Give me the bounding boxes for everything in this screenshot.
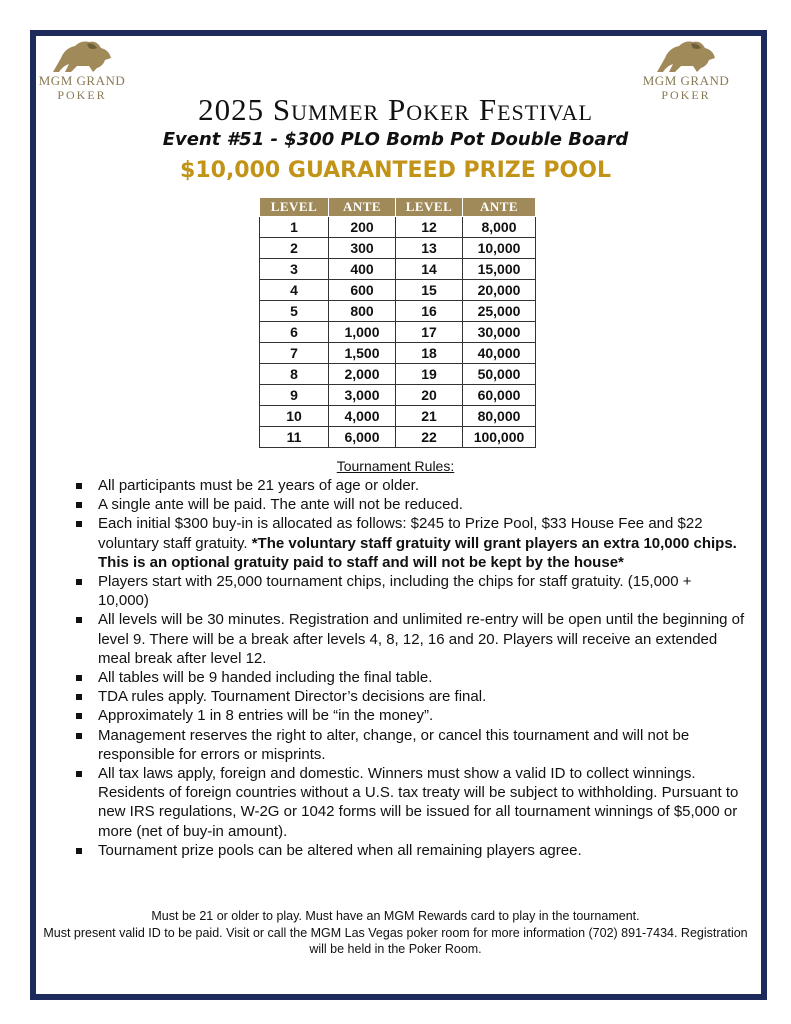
- ante-cell: 600: [329, 280, 396, 301]
- table-row: [260, 364, 536, 385]
- footer-notice: [40, 908, 751, 958]
- lion-icon: [651, 38, 721, 74]
- rule-text: All participants must be 21 years of age or older.: [98, 477, 420, 494]
- level-cell: 17: [396, 322, 463, 343]
- ante-cell: 25,000: [463, 301, 536, 322]
- rule-text: All tables will be 9 handed including the final table.: [98, 669, 433, 687]
- rule-text: TDA rules apply. Tournament Director’s decisions are final.: [98, 688, 487, 706]
- level-cell: 13: [396, 238, 463, 259]
- ante-cell: 1,000: [329, 322, 396, 343]
- level-cell: 8: [260, 364, 329, 385]
- table-header-row: [260, 198, 536, 217]
- table-row: [260, 322, 536, 343]
- guarantee-banner: $10,000 GUARANTEED PRIZE POOL: [180, 158, 611, 183]
- level-cell: 6: [260, 322, 329, 343]
- ante-cell: 400: [329, 259, 396, 280]
- rule-text: A single ante will be paid. The ante will not be reduced.: [98, 496, 463, 514]
- rule-item: [74, 706, 746, 725]
- table-row: [260, 238, 536, 259]
- lion-icon: [47, 38, 117, 74]
- level-cell: 21: [396, 406, 463, 427]
- table-row: [260, 385, 536, 406]
- level-cell: 14: [396, 259, 463, 280]
- rule-item: [74, 495, 746, 514]
- level-cell: 10: [260, 406, 329, 427]
- level-cell: 4: [260, 280, 329, 301]
- ante-cell: 4,000: [329, 406, 396, 427]
- rule-text: Players start with 25,000 tournament chips, including the chips for staff gratuity. (15,000 + 10,000): [98, 573, 692, 610]
- blind-structure-table: [259, 197, 536, 448]
- rule-item: [74, 841, 746, 860]
- header-level: LEVEL: [396, 198, 463, 217]
- footer-line-2: Must present valid ID to be paid. Visit or call the MGM Las Vegas poker room for more information (702) 891-7434. Registration will be held in the Poker Room.: [43, 925, 748, 956]
- ante-cell: 80,000: [463, 406, 536, 427]
- level-cell: 15: [396, 280, 463, 301]
- ante-cell: 40,000: [463, 343, 536, 364]
- rule-item: [74, 514, 746, 572]
- table-row: [260, 280, 536, 301]
- ante-cell: 60,000: [463, 385, 536, 406]
- table-row: [260, 406, 536, 427]
- level-cell: 22: [396, 427, 463, 448]
- ante-cell: 8,000: [463, 217, 536, 238]
- level-cell: 9: [260, 385, 329, 406]
- level-cell: 19: [396, 364, 463, 385]
- table-row: [260, 259, 536, 280]
- ante-cell: 30,000: [463, 322, 536, 343]
- ante-cell: 20,000: [463, 280, 536, 301]
- ante-cell: 200: [329, 217, 396, 238]
- level-cell: 11: [260, 427, 329, 448]
- festival-title: 2025 Summer Poker Festival: [198, 92, 593, 127]
- rule-text: Tournament prize pools can be altered when all remaining players agree.: [98, 841, 582, 859]
- level-cell: 5: [260, 301, 329, 322]
- level-cell: 7: [260, 343, 329, 364]
- event-subtitle: Event #51 - $300 PLO Bomb Pot Double Board: [162, 129, 629, 150]
- ante-cell: 800: [329, 301, 396, 322]
- logo-brand-text: MGM GRAND: [642, 73, 730, 88]
- table-row: [260, 217, 536, 238]
- rule-item: [74, 726, 746, 764]
- level-cell: 2: [260, 238, 329, 259]
- footer-line-1: Must be 21 or older to play. Must have an MGM Rewards card to play in the tournament.: [151, 909, 640, 923]
- ante-cell: 50,000: [463, 364, 536, 385]
- rule-item: [74, 476, 746, 495]
- blind-table-body: [260, 217, 536, 448]
- header-ante: ANTE: [463, 198, 536, 217]
- level-cell: 3: [260, 259, 329, 280]
- level-cell: 12: [396, 217, 463, 238]
- rule-text: Approximately 1 in 8 entries will be “in the money”.: [98, 707, 434, 725]
- table-row: [260, 427, 536, 448]
- header-ante: ANTE: [329, 198, 396, 217]
- level-cell: 16: [396, 301, 463, 322]
- rule-text: All tax laws apply, foreign and domestic. Winners must show a valid ID to collect winnings. Residents of foreign countries without a U.S. tax treaty will be subject to withholding. Pursuant to new IRS regulations, W-2G or 1042 forms will be issued for all tournament winnings of $5,000 or more (net of buy-in amount).: [98, 765, 739, 840]
- ante-cell: 10,000: [463, 238, 536, 259]
- header-level: LEVEL: [260, 198, 329, 217]
- ante-cell: 100,000: [463, 427, 536, 448]
- ante-cell: 3,000: [329, 385, 396, 406]
- level-cell: 20: [396, 385, 463, 406]
- rule-text: All levels will be 30 minutes. Registration and unlimited re-entry will be open until the beginning of level 9. There will be a break after levels 4, 8, 12, 16 and 20. Players will receive an extended meal break after level 12.: [98, 611, 745, 667]
- rule-item: [74, 764, 746, 841]
- rule-item: [74, 687, 746, 706]
- ante-cell: 2,000: [329, 364, 396, 385]
- rules-heading: Tournament Rules:: [336, 458, 455, 474]
- ante-cell: 300: [329, 238, 396, 259]
- level-cell: 1: [260, 217, 329, 238]
- rule-text: Management reserves the right to alter, change, or cancel this tournament and will not be responsible for errors or misprints.: [98, 726, 690, 763]
- ante-cell: 1,500: [329, 343, 396, 364]
- ante-cell: 6,000: [329, 427, 396, 448]
- table-row: [260, 301, 536, 322]
- table-row: [260, 343, 536, 364]
- rule-bold-text: *The voluntary staff gratuity will grant players an extra 10,000 chips. This is an optional gratuity paid to staff and will not be kept by the house*: [98, 534, 737, 571]
- rule-item: [74, 668, 746, 687]
- ante-cell: 15,000: [463, 259, 536, 280]
- level-cell: 18: [396, 343, 463, 364]
- logo-sub-text: POKER: [661, 88, 711, 102]
- logo-brand-text: MGM GRAND: [38, 73, 126, 88]
- rules-list: [74, 476, 746, 860]
- rule-text: Each initial $300 buy-in is allocated as follows: $245 to Prize Pool, $33 House Fee and $22 voluntary staff gratuity.: [98, 515, 703, 552]
- logo-sub-text: POKER: [57, 88, 107, 102]
- rule-item: [74, 572, 746, 610]
- rule-item: [74, 610, 746, 668]
